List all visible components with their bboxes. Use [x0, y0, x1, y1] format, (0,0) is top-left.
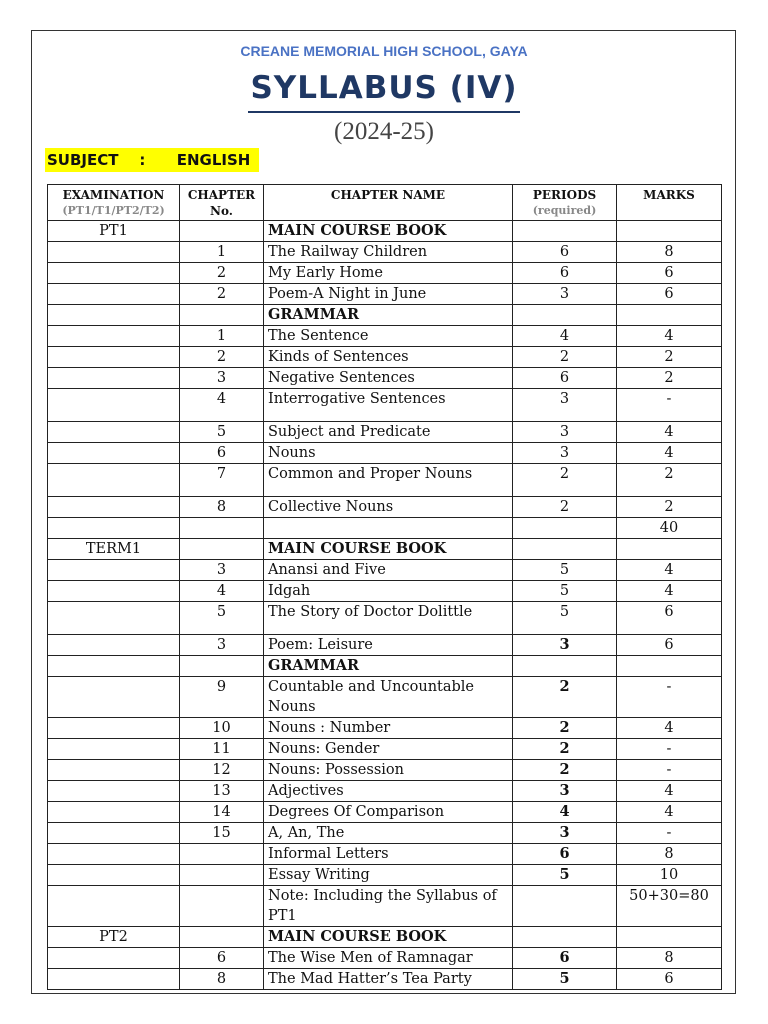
header-examination: EXAMINATION (PT1/T1/PT2/T2)	[48, 185, 180, 221]
cell-examination	[48, 368, 180, 389]
cell-chapter-name: The Wise Men of Ramnagar	[264, 948, 513, 969]
cell-periods: 6	[513, 368, 617, 389]
cell-examination	[48, 718, 180, 739]
cell-examination	[48, 284, 180, 305]
cell-chapter-no: 13	[180, 781, 264, 802]
cell-marks: 2	[617, 347, 722, 368]
cell-periods: 3	[513, 823, 617, 844]
table-row	[48, 443, 722, 464]
cell-marks	[617, 305, 722, 326]
cell-periods: 6	[513, 263, 617, 284]
table-row	[48, 347, 722, 368]
table-row	[48, 464, 722, 497]
table-row	[48, 560, 722, 581]
cell-marks: 4	[617, 422, 722, 443]
table-row	[48, 242, 722, 263]
header-periods: PERIODS (required)	[513, 185, 617, 221]
cell-periods: 2	[513, 760, 617, 781]
cell-examination	[48, 865, 180, 886]
header-chapter-name: CHAPTER NAME	[264, 185, 513, 221]
syllabus-table	[47, 184, 722, 990]
cell-examination	[48, 739, 180, 760]
cell-chapter-name: Nouns	[264, 443, 513, 464]
cell-examination	[48, 389, 180, 422]
cell-chapter-name: Anansi and Five	[264, 560, 513, 581]
cell-examination: TERM1	[48, 539, 180, 560]
cell-examination	[48, 677, 180, 718]
table-row	[48, 326, 722, 347]
cell-chapter-name: Poem-A Night in June	[264, 284, 513, 305]
table-row	[48, 602, 722, 635]
cell-examination	[48, 760, 180, 781]
table-row	[48, 422, 722, 443]
cell-chapter-no: 8	[180, 497, 264, 518]
cell-periods: 3	[513, 635, 617, 656]
cell-examination	[48, 497, 180, 518]
table-row	[48, 739, 722, 760]
cell-chapter-name: Nouns: Possession	[264, 760, 513, 781]
school-name: CREANE MEMORIAL HIGH SCHOOL, GAYA	[240, 43, 528, 59]
table-row	[48, 389, 722, 422]
cell-periods: 5	[513, 581, 617, 602]
cell-chapter-name: Adjectives	[264, 781, 513, 802]
cell-chapter-no: 1	[180, 242, 264, 263]
cell-chapter-no: 3	[180, 560, 264, 581]
cell-chapter-name: Informal Letters	[264, 844, 513, 865]
cell-chapter-no	[180, 656, 264, 677]
table-row	[48, 221, 722, 242]
cell-marks: 2	[617, 497, 722, 518]
cell-periods: 6	[513, 242, 617, 263]
cell-examination	[48, 886, 180, 927]
cell-marks	[617, 539, 722, 560]
table-row	[48, 969, 722, 990]
cell-marks: 8	[617, 948, 722, 969]
cell-periods: 2	[513, 739, 617, 760]
cell-marks: -	[617, 677, 722, 718]
cell-examination: PT2	[48, 927, 180, 948]
cell-marks: 4	[617, 581, 722, 602]
cell-marks: 6	[617, 263, 722, 284]
cell-periods	[513, 927, 617, 948]
table-row	[48, 284, 722, 305]
cell-chapter-name	[264, 518, 513, 539]
cell-chapter-no: 6	[180, 948, 264, 969]
cell-chapter-name: Common and Proper Nouns	[264, 464, 513, 497]
cell-chapter-no: 3	[180, 368, 264, 389]
cell-periods	[513, 518, 617, 539]
cell-chapter-no: 15	[180, 823, 264, 844]
cell-chapter-no: 5	[180, 602, 264, 635]
cell-periods	[513, 539, 617, 560]
cell-examination	[48, 844, 180, 865]
cell-marks: 40	[617, 518, 722, 539]
cell-marks: -	[617, 389, 722, 422]
cell-periods: 5	[513, 969, 617, 990]
cell-chapter-no: 10	[180, 718, 264, 739]
cell-periods: 2	[513, 677, 617, 718]
cell-chapter-no: 9	[180, 677, 264, 718]
subject-line	[45, 148, 259, 172]
cell-chapter-no: 2	[180, 347, 264, 368]
cell-marks	[617, 927, 722, 948]
cell-periods	[513, 221, 617, 242]
title-container	[0, 68, 768, 113]
cell-marks	[617, 656, 722, 677]
cell-chapter-no	[180, 865, 264, 886]
cell-periods: 3	[513, 284, 617, 305]
cell-marks: 2	[617, 464, 722, 497]
cell-chapter-name: Poem: Leisure	[264, 635, 513, 656]
page-title: SYLLABUS (IV)	[248, 68, 519, 113]
cell-examination	[48, 602, 180, 635]
cell-chapter-name: Essay Writing	[264, 865, 513, 886]
cell-marks: 50+30=80	[617, 886, 722, 927]
cell-marks: -	[617, 739, 722, 760]
cell-examination	[48, 242, 180, 263]
subject-value: ENGLISH	[176, 151, 251, 169]
cell-examination: PT1	[48, 221, 180, 242]
cell-periods: 3	[513, 422, 617, 443]
cell-marks: 4	[617, 560, 722, 581]
cell-periods: 2	[513, 718, 617, 739]
cell-marks: 4	[617, 781, 722, 802]
table-row	[48, 263, 722, 284]
cell-chapter-name: Idgah	[264, 581, 513, 602]
header-examination-sub: (PT1/T1/PT2/T2)	[62, 204, 165, 217]
cell-chapter-name: The Story of Doctor Dolittle	[264, 602, 513, 635]
cell-examination	[48, 635, 180, 656]
cell-chapter-name: The Railway Children	[264, 242, 513, 263]
cell-examination	[48, 948, 180, 969]
cell-chapter-no: 5	[180, 422, 264, 443]
cell-chapter-name: Nouns: Gender	[264, 739, 513, 760]
cell-chapter-no: 3	[180, 635, 264, 656]
cell-chapter-name: Negative Sentences	[264, 368, 513, 389]
table-row	[48, 368, 722, 389]
cell-marks: -	[617, 823, 722, 844]
cell-periods: 4	[513, 802, 617, 823]
cell-marks: 4	[617, 802, 722, 823]
cell-chapter-no: 4	[180, 581, 264, 602]
table-row	[48, 635, 722, 656]
cell-chapter-no: 14	[180, 802, 264, 823]
cell-examination	[48, 347, 180, 368]
cell-chapter-no: 6	[180, 443, 264, 464]
cell-periods: 2	[513, 347, 617, 368]
cell-chapter-name: Nouns : Number	[264, 718, 513, 739]
cell-periods: 3	[513, 443, 617, 464]
cell-periods	[513, 305, 617, 326]
cell-chapter-no	[180, 927, 264, 948]
cell-periods: 5	[513, 560, 617, 581]
table-row	[48, 823, 722, 844]
cell-chapter-no: 1	[180, 326, 264, 347]
cell-chapter-no: 12	[180, 760, 264, 781]
cell-chapter-name: GRAMMAR	[264, 656, 513, 677]
cell-examination	[48, 443, 180, 464]
cell-chapter-name: A, An, The	[264, 823, 513, 844]
cell-marks: 6	[617, 602, 722, 635]
cell-examination	[48, 802, 180, 823]
header-chapter-no: CHAPTER No.	[180, 185, 264, 221]
cell-periods: 3	[513, 781, 617, 802]
table-row	[48, 497, 722, 518]
cell-marks: 2	[617, 368, 722, 389]
cell-examination	[48, 781, 180, 802]
table-row	[48, 886, 722, 927]
cell-periods	[513, 886, 617, 927]
header-marks: MARKS	[617, 185, 722, 221]
cell-chapter-name: My Early Home	[264, 263, 513, 284]
cell-chapter-name: Note: Including the Syllabus of PT1	[264, 886, 513, 927]
table-row	[48, 656, 722, 677]
table-row	[48, 865, 722, 886]
cell-chapter-no	[180, 305, 264, 326]
cell-marks: 6	[617, 969, 722, 990]
cell-chapter-name: The Sentence	[264, 326, 513, 347]
table-row	[48, 539, 722, 560]
table-row	[48, 844, 722, 865]
cell-examination	[48, 969, 180, 990]
cell-periods: 5	[513, 865, 617, 886]
cell-periods	[513, 656, 617, 677]
cell-examination	[48, 656, 180, 677]
cell-marks: 8	[617, 242, 722, 263]
cell-chapter-name: Interrogative Sentences	[264, 389, 513, 422]
cell-chapter-no: 7	[180, 464, 264, 497]
table-body	[48, 221, 722, 990]
cell-marks: 6	[617, 284, 722, 305]
cell-marks: 4	[617, 718, 722, 739]
table-row	[48, 760, 722, 781]
cell-periods: 5	[513, 602, 617, 635]
cell-examination	[48, 581, 180, 602]
cell-chapter-no	[180, 886, 264, 927]
cell-examination	[48, 464, 180, 497]
table-row	[48, 718, 722, 739]
cell-examination	[48, 518, 180, 539]
cell-chapter-no: 2	[180, 263, 264, 284]
cell-examination	[48, 560, 180, 581]
cell-periods: 2	[513, 464, 617, 497]
table-row	[48, 802, 722, 823]
table-row	[48, 581, 722, 602]
cell-marks: 4	[617, 326, 722, 347]
session-year: (2024-25)	[334, 118, 434, 145]
cell-chapter-no	[180, 221, 264, 242]
cell-periods: 6	[513, 948, 617, 969]
cell-chapter-name: MAIN COURSE BOOK	[264, 927, 513, 948]
cell-chapter-name: Degrees Of Comparison	[264, 802, 513, 823]
cell-examination	[48, 823, 180, 844]
cell-chapter-name: Kinds of Sentences	[264, 347, 513, 368]
cell-examination	[48, 326, 180, 347]
cell-chapter-no	[180, 844, 264, 865]
cell-chapter-name: Subject and Predicate	[264, 422, 513, 443]
table-row	[48, 305, 722, 326]
subject-label: SUBJECT :	[47, 151, 146, 169]
cell-marks	[617, 221, 722, 242]
cell-chapter-no	[180, 518, 264, 539]
cell-chapter-name: Countable and Uncountable Nouns	[264, 677, 513, 718]
cell-chapter-name: MAIN COURSE BOOK	[264, 539, 513, 560]
cell-chapter-name: MAIN COURSE BOOK	[264, 221, 513, 242]
cell-periods: 4	[513, 326, 617, 347]
cell-chapter-no: 4	[180, 389, 264, 422]
table-row	[48, 518, 722, 539]
cell-chapter-name: GRAMMAR	[264, 305, 513, 326]
cell-periods: 6	[513, 844, 617, 865]
cell-marks: 10	[617, 865, 722, 886]
cell-examination	[48, 422, 180, 443]
table-row	[48, 948, 722, 969]
table-row	[48, 927, 722, 948]
cell-chapter-name: Collective Nouns	[264, 497, 513, 518]
cell-marks: 8	[617, 844, 722, 865]
cell-marks: 4	[617, 443, 722, 464]
cell-marks: 6	[617, 635, 722, 656]
cell-examination	[48, 305, 180, 326]
cell-chapter-no	[180, 539, 264, 560]
cell-chapter-name: The Mad Hatter’s Tea Party	[264, 969, 513, 990]
header-periods-sub: (required)	[532, 204, 597, 217]
table-row	[48, 781, 722, 802]
cell-marks: -	[617, 760, 722, 781]
cell-chapter-no: 2	[180, 284, 264, 305]
table-row	[48, 677, 722, 718]
cell-periods: 3	[513, 389, 617, 422]
cell-examination	[48, 263, 180, 284]
table-header-row	[48, 185, 722, 221]
cell-chapter-no: 11	[180, 739, 264, 760]
cell-chapter-no: 8	[180, 969, 264, 990]
cell-periods: 2	[513, 497, 617, 518]
